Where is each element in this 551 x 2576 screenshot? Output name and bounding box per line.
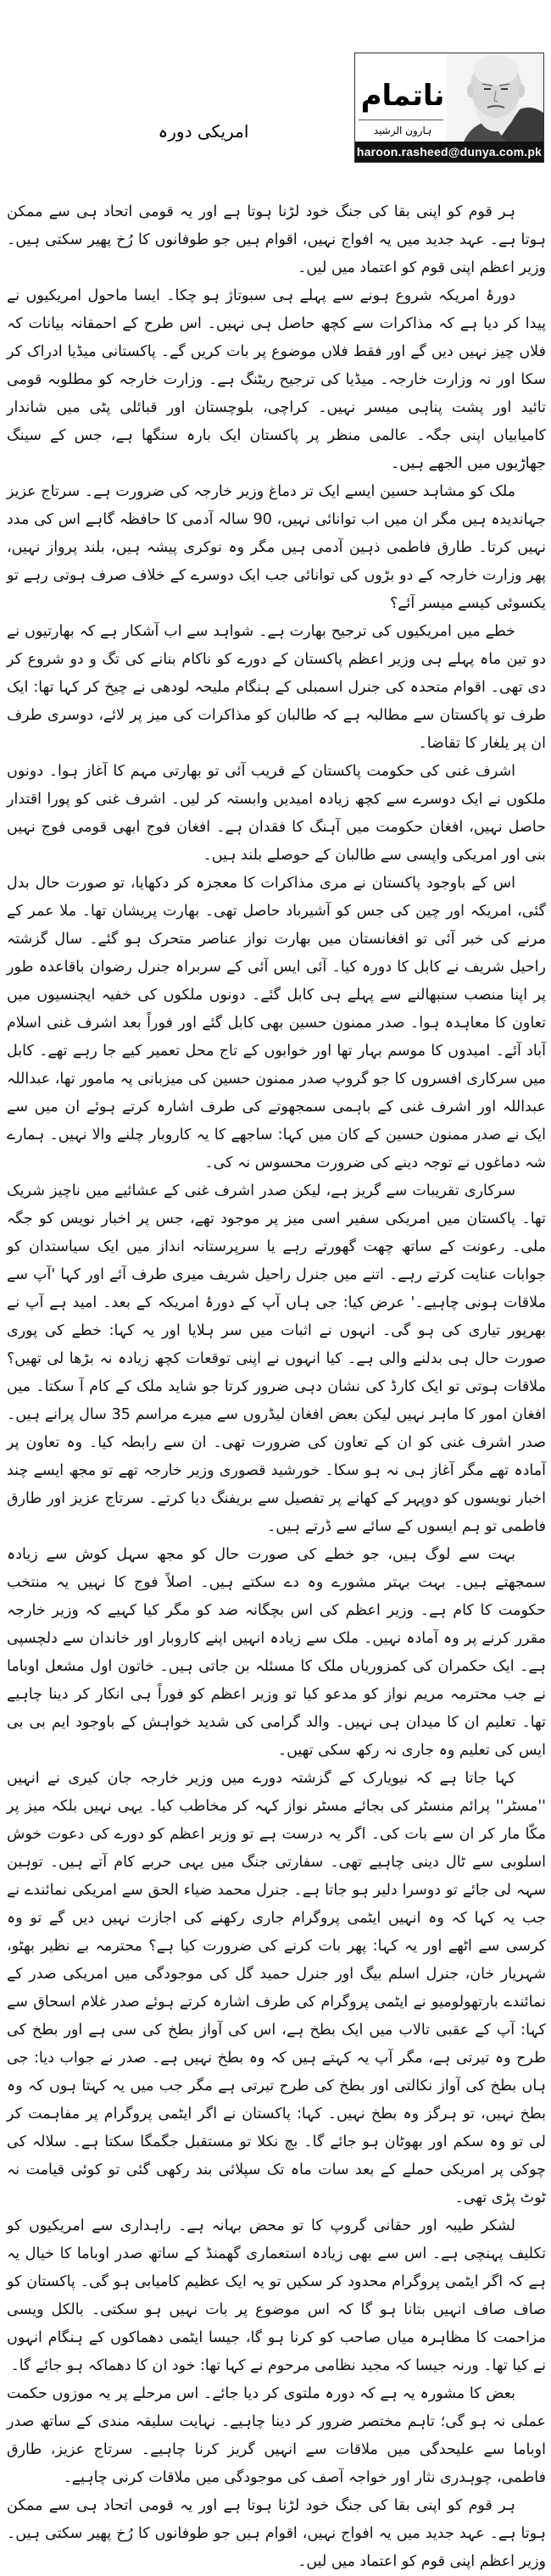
article-paragraph: ملک کو مشاہد حسین ایسے ایک تر دماغ وزیر خارجہ کی ضرورت ہے۔ سرتاج عزیز جہاندیدہ ہیں مگر ان میں اب توانائی نہیں، 90 سالہ آدمی کا حافظہ گاہے اس کی مدد نہیں کرتا۔ طارق فاطمی ذہین آدمی ہیں مگر وہ نوکری پیشہ ہیں، بلند پرواز نہیں، پھر وزارت خارجہ کے دو بڑوں کی توانائی جب ایک دوسرے کے خلاف صرف ہوتی رہے تو یکسوئی کیسے میسر آئے؟ [7, 483, 546, 612]
article-paragraph: لشکر طیبہ اور حقانی گروپ کا تو محض بہانہ ہے۔ راہداری سے امریکیوں کو تکلیف پہنچی ہے۔ اس سے بھی زیادہ استعماری گھمنڈ کے ساتھ صدر اوباما کا خیال یہ ہے کہ اگر ایٹمی پروگرام محدود کر سکیں تو یہ ایک عظیم کامیابی ہو گی۔ پاکستان کو صاف صاف انہیں بتانا ہو گا کہ اس موضوع پر بات نہیں ہو سکتی۔ بالکل ویسی مزاحمت کا مظاہرہ میاں صاحب کو کرنا ہو گا، جیسا ایٹمی دھماکوں کے ہنگام انہوں نے کیا تھا۔ ورنہ جیسا کہ مجید نظامی مرحوم نے کہا تھا: خود ان کا دھماکہ ہو جائے گا۔ [7, 2217, 546, 2374]
author-name: ہارون الرشید [373, 125, 432, 136]
article-paragraph: اس کے باوجود پاکستان نے مری مذاکرات کا معجزہ کر دکھایا، تو صورت حال بدل گئی، امریکہ اور چین کی جس کو آشیرباد حاصل تھی۔ بھارت پریشان تھا۔ ملا عمر کے مرنے کی خبر آئی تو افغانستان میں بھارت نواز عناصر متحرک ہو گئے۔ سال گزشتہ راحیل شریف نے کابل کا دورہ کیا۔ آئی ایس آئی کے سربراہ جنرل رضوان باقاعدہ طور پر اپنا منصب سنبھالنے سے پہلے ہی کابل گئے۔ دونوں ملکوں کی خفیہ ایجنسیوں میں تعاون کا معاہدہ ہوا۔ صدر ممنون حسین بھی کابل گئے اور فوراً بعد اشرف غنی اسلام آباد آئے۔ امیدوں کا موسم بہار تھا اور خوابوں کے تاج محل تعمیر کیے جا رہے تھے۔ کابل میں سرکاری افسروں کا جو گروپ صدر ممنون حسین کی میزبانی پہ مامور تھا، عبداللہ عبداللہ اور اشرف غنی کے باہمی سمجھوتے کی طرف اشارہ کرتے ہوئے ان میں سے ایک نے صدر ممنون حسین کے کان میں کہا: ساجھے کا یہ کاروبار چلنے والا نہیں۔ ہمارے شہ دماغوں نے توجہ دینے کی ضرورت محسوس نہ کی۔ [7, 875, 546, 1171]
article-paragraph: اشرف غنی کی حکومت پاکستان کے قریب آئی تو بھارتی مہم کا آغاز ہوا۔ دونوں ملکوں نے ایک دوسرے سے کچھ زیادہ امیدیں وابستہ کر لیں۔ اشرف غنی کو پورا اقتدار حاصل نہیں، افغان حکومت میں آہنگ کا فقدان ہے۔ افغان فوج ابھی قومی فوج نہیں بنی اور امریکی واپسی سے طالبان کے حوصلے بلند ہیں۔ [7, 763, 546, 864]
article-paragraph: سرکاری تقریبات سے گریز ہے، لیکن صدر اشرف غنی کے عشائیے میں ناچیز شریک تھا۔ پاکستان میں امریکی سفیر اسی میز پر موجود تھے، جس پر اخبار نویس کو جگہ ملی۔ رعونت کے ساتھ چھت گھورتے رہے یا سرپرستانہ انداز میں ایک سیاستدان کو جوابات عنایت کرتے رہے۔ اتنے میں جنرل راحیل شریف میری طرف آئے اور کہا 'آپ سے ملاقات ہونی چاہیے۔' عرض کیا: جی ہاں آپ کے دورۂ امریکہ کے بعد۔ امید ہے آپ نے بھرپور تیاری کی ہو گی۔ انہوں نے اثبات میں سر ہلایا اور یہ کہا: خطے کی پوری صورت حال ہی بدلنے والی ہے۔ کیا انہوں نے اپنی توقعات کچھ زیادہ نہ بڑھا لی تھیں؟ ملاقات ہوتی تو ایک کارڈ کی نشان دہی ضرور کرتا جو شاید ملک کے کام آ سکتا۔ میں افغان امور کا ماہر نہیں لیکن بعض افغان لیڈروں سے میرے مراسم 35 سال پرانے ہیں۔ صدر اشرف غنی کو ان کے تعاون کی ضرورت تھی۔ ان سے رابطہ کیا۔ وہ تعاون پر آمادہ تھے مگر آغاز ہی نہ ہو سکا۔ خورشید قصوری وزیر خارجہ تھے تو مجھ ایسے چند اخبار نویسوں کو دوپہر کے کھانے پر تفصیل سے بریفنگ دیا کرتے۔ سرتاج عزیز اور طارق فاطمی تو ہم ایسوں کے سائے سے ڈرتے ہیں۔ [7, 1182, 546, 1535]
article-paragraph: دورۂ امریکہ شروع ہونے سے پہلے ہی سبوتاژ ہو چکا۔ ایسا ماحول امریکیوں نے پیدا کر دیا ہے کہ مذاکرات سے کچھ حاصل ہی نہیں۔ اس طرح کے احمقانہ بیانات کہ فلاں چیز نہیں دیں گے اور فقط فلاں موضوع پر بات کریں گے۔ پاکستانی میڈیا ادراک کر سکا اور نہ وزارت خارجہ۔ میڈیا کی ترجیح ریٹنگ ہے۔ وزارت خارجہ کو مطلوبہ قومی تائید اور پشت پناہی میسر نہیں۔ کراچی، بلوچستان اور قبائلی پٹی میں شاندار کامیابیاں اپنی جگہ۔ عالمی منظر پر پاکستان ایک بارہ سنگھا ہے، جس کے سینگ جھاڑیوں میں الجھے ہیں۔ [7, 287, 546, 472]
article-paragraph: ہر قوم کو اپنی بقا کی جنگ خود لڑنا ہوتا ہے اور یہ قومی اتحاد ہی سے ممکن ہوتا ہے۔ عہد جدید میں یہ افواج نہیں، اقوام ہیں جو طوفانوں کا رُخ پھیر سکتی ہیں۔ وزیر اعظم اپنی قوم کو اعتماد میں لیں۔ [7, 203, 546, 276]
author-portrait-icon [447, 53, 543, 142]
column-header [354, 53, 544, 163]
article-title: امریکی دورہ [158, 121, 249, 142]
author-email: haroon.rasheed@dunya.com.pk [355, 142, 543, 162]
article-paragraph: بعض کا مشورہ یہ ہے کہ دورہ ملتوی کر دیا جائے۔ اس مرحلے پر یہ موزوں حکمت عملی نہ ہو گی؛ تاہم مختصر ضرور کر دینا چاہیے۔ نہایت سلیقہ مندی کے ساتھ صدر اوباما سے علیحدگی میں ملاقات سے انہیں گریز کرنا چاہیے۔ سرتاج عزیز، طارق فاطمی، چوہدری نثار اور خواجہ آصف کی موجودگی میں ملاقات کرنی چاہیے۔ [7, 2385, 546, 2486]
article-body [7, 198, 546, 2576]
article-paragraph: ہر قوم کو اپنی بقا کی جنگ خود لڑنا ہوتا ہے اور یہ قومی اتحاد ہی سے ممکن ہوتا ہے۔ عہد جدید میں یہ افواج نہیں، اقوام ہیں جو طوفانوں کا رُخ پھیر سکتی ہیں۔ وزیر اعظم اپنی قوم کو اعتماد میں لیں۔ [7, 2497, 546, 2570]
portrait-illustration [447, 53, 543, 142]
article-paragraph: خطے میں امریکیوں کی ترجیح بھارت ہے۔ شواہد سے اب آشکار ہے کہ بھارتیوں نے دو تین ماہ پہلے ہی وزیر اعظم پاکستان کے دورے کو ناکام بنانے کی تگ و دو شروع کر دی تھی۔ اقوام متحدہ کی جنرل اسمبلی کے ہنگام ملیحہ لودھی نے چیخ کر کہا تھا: ایک طرف تو پاکستان سے مطالبہ ہے کہ طالبان کو مذاکرات کی میز پر لائے، دوسری طرف ان پر یلغار کا تقاضا۔ [7, 623, 546, 752]
column-branding [355, 53, 447, 142]
article-paragraph: کہا جاتا ہے کہ نیویارک کے گزشتہ دورے میں وزیر خارجہ جان کیری نے انہیں ''مسٹر'' پرائم منسٹر کی بجائے مسٹر نواز کہہ کر مخاطب کیا۔ یہی نہیں بلکہ میز پر مکّا مار کر ان سے بات کی۔ اگر یہ درست ہے تو وزیر اعظم کو دورے کی دعوت خوش اسلوبی سے ٹال دینی چاہیے تھی۔ سفارتی جنگ میں یہی حربے کام آتے ہیں۔ توہین سہہ لی جائے تو دوسرا دلیر ہو جاتا ہے۔ جنرل محمد ضیاء الحق سے امریکی نمائندے نے جب یہ کہا کہ وہ انہیں ایٹمی پروگرام جاری رکھنے کی اجازت نہیں دیں گے تو وہ کرسی سے اٹھے اور یہ کہا: پھر بات کرنے کی ضرورت کیا ہے؟ محترمہ بے نظیر بھٹو، شہریار خان، جنرل اسلم بیگ اور جنرل حمید گل کی موجودگی میں امریکی صدر کے نمائندے بارتھولومیو نے ایٹمی پروگرام کی طرف اشارہ کرتے ہوئے صدر غلام اسحاق سے کہا: آپ کے عقبی تالاب میں ایک بطخ ہے، اس کی آواز بطخ کی سی ہے اور بطخ کی طرح وہ تیرتی ہے، مگر آپ یہ کہتے ہیں کہ وہ بطخ نہیں ہے۔ صدر نے جواب دیا: جی ہاں بطخ کی آواز نکالتی اور بطخ کی طرح تیرتی ہے مگر جب میں یہ کہتا ہوں کہ وہ بطخ نہیں، تو ہرگز وہ بطخ نہیں۔ کہا: پاکستان نے اگر ایٹمی پروگرام پر مفاہمت کر لی تو وہ سکم اور بھوٹان ہو جائے گا۔ بچ نکلا تو مستقبل جگمگا سکتا ہے۔ سلالہ کی چوکی پر امریکی حملے کے بعد سات ماہ تک سپلائی بند رکھی گئی تو کوئی قیامت نہ ٹوٹ پڑی تھی۔ [7, 1770, 546, 2206]
column-name: ناتمام [360, 79, 445, 113]
article-paragraph: بہت سے لوگ ہیں، جو خطے کی صورت حال کو مجھ سہل کوش سے زیادہ سمجھتے ہیں۔ بہت بہتر مشورے وہ دے سکتے ہیں۔ اصلاً فوج کا نہیں یہ منتخب حکومت کا کام ہے۔ وزیر اعظم کی اس بچگانہ ضد کو مگر کیا کہیے کہ وزیر خارجہ مقرر کرنے پر وہ آمادہ نہیں۔ ملک سے زیادہ انہیں اپنے کاروبار اور خاندان سے دلچسپی ہے۔ ایک حکمران کی کمزوریاں ملک کا مسئلہ بن جاتی ہیں۔ خاتون اول مشعل اوباما نے جب محترمہ مریم نواز کو مدعو کیا تو وزیر اعظم کو فوراً ہی انکار کر دینا چاہیے تھا۔ تعلیم ان کا میدان ہی نہیں۔ والد گرامی کی شدید خواہش کے باوجود ایم بی بی ایس کی تعلیم وہ جاری نہ رکھ سکی تھیں۔ [7, 1546, 546, 1759]
